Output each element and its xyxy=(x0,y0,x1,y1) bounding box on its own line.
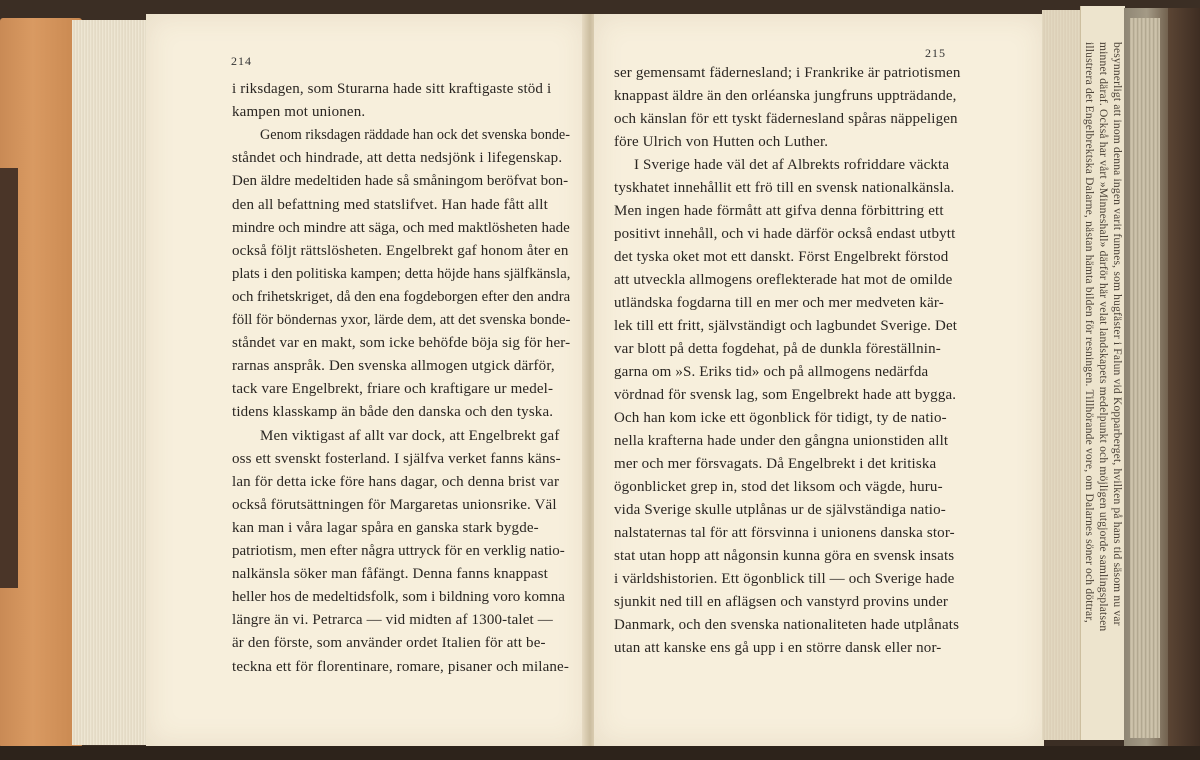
text-line: Danmark, och den svenska nationaliteten hade utplånats xyxy=(614,617,960,633)
text-line: oss ett svenskt fosterland. I själfva verket fanns käns- xyxy=(232,450,561,467)
text-line: garna om »S. Eriks tid» och på allmogens nedärfda xyxy=(614,364,929,380)
text-line: nalstaternas tal för att försvinna i unionens danska stor- xyxy=(614,525,955,541)
text-line: utan att kanske ens gå upp i en större dansk eller nor- xyxy=(614,640,942,656)
folded-insert-page xyxy=(1080,6,1125,740)
text-line: ståndet och hindrade, att detta nedsjönk i lifegenskap. xyxy=(232,150,563,167)
text-line: att utveckla allmogens oreflekterade hat mot de omilde xyxy=(614,272,953,288)
right-cover xyxy=(1124,8,1200,748)
text-line: heller hos de medeltidsfolk, som i bildning voro komna xyxy=(232,589,565,606)
text-line: också förutsättningen för Margaretas unionsrike. Väl xyxy=(232,496,557,513)
text-line: lek till ett fritt, självständigt och lagbundet Sverige. Det xyxy=(614,318,958,334)
table-surface xyxy=(0,746,1200,760)
text-line: mer och mer försvagats. Då Engelbrekt i det kritiska xyxy=(614,456,937,472)
text-line: rarnas anspråk. Den svenska allmogen utgick därför, xyxy=(232,358,555,375)
text-line: det tyska oket mot ett danskt. Först Engelbrekt förstod xyxy=(614,249,949,265)
text-line: ser gemensamt fädernesland; i Frankrike är patriotismen xyxy=(614,65,961,81)
insert-text-line: minnet däraf. Också har vårt »Minneshall» därför här velat landskapets medelpunkt och möjligen utgjorde samlingsplatsen xyxy=(1097,42,1109,632)
text-line: tyskhatet innehållit ett frö till en svensk nationalkänsla. xyxy=(614,180,955,196)
text-line: vördnad för svensk lag, som Engelbrekt hade att bygga. xyxy=(614,387,957,403)
text-line: nalkänsla söker man fåfängt. Denna fanns knappast xyxy=(232,566,548,583)
text-line: Och han kom icke ett ögonblick för tidigt, ty de natio- xyxy=(614,410,947,426)
text-line: Men viktigast af allt var dock, att Engelbrekt gaf xyxy=(260,427,560,444)
text-line: föll för böndernas yxor, lärde dem, att det svenska bonde- xyxy=(232,312,571,328)
text-line: positivt innehåll, och vi hade därför också endast utbytt xyxy=(614,226,956,242)
text-line: i världshistorien. Ett ögonblick till — och Sverige hade xyxy=(614,571,955,587)
text-line: var blott på detta fogdehat, på de dunkla föreställnin- xyxy=(614,341,941,357)
text-line: teckna ett för florentinare, romare, pisaner och milane- xyxy=(232,658,569,675)
text-line: knappast äldre än den orléanska jungfruns uppträdande, xyxy=(614,88,957,104)
text-line: nella krafterna hade under den gångna unionstiden allt xyxy=(614,433,949,449)
insert-text-line: besynnerligt att inom denna ingen varit funnes, som hugfäster i Falun vid Kopparberget, hvilken på hans tid säsom nu var xyxy=(1111,42,1123,626)
text-line: den all befattning med statslifvet. Han hade fått allt xyxy=(232,196,548,213)
text-line: ögonblicket grep in, stod det liksom och vägde, huru- xyxy=(614,479,943,495)
text-line: och frihetskriget, då den ena fogdeborgen efter den andra xyxy=(232,288,571,305)
text-line: plats i den politiska kampen; detta höjde hans själfkänsla, xyxy=(232,265,571,282)
right-cover-page-stack xyxy=(1130,18,1160,738)
left-page-number: 214 xyxy=(231,54,252,68)
right-cover-board xyxy=(1168,8,1200,748)
left-page-edges xyxy=(72,20,150,745)
text-line: I Sverige hade väl det af Albrekts rofriddare väckta xyxy=(634,157,950,173)
text-line: vida Sverige skulle utplånas ur de självständiga natio- xyxy=(614,502,946,518)
text-line: tidens klasskamp än både den danska och den tyska. xyxy=(232,404,554,421)
text-line: före Ulrich von Hutten och Luther. xyxy=(614,134,829,150)
insert-text-block xyxy=(1079,42,1123,702)
text-line: patriotism, men efter några uttryck för en verklig natio- xyxy=(232,543,565,559)
text-line: sjunkit ned till en aflägsen och vanstyrd provins under xyxy=(614,594,949,610)
text-line: utländska fogdarna till en mer och mer medveten kär- xyxy=(614,295,944,311)
left-cover xyxy=(0,18,82,748)
text-line: är den förste, som använder ordet Italien för att be- xyxy=(232,635,546,652)
text-line: och känslan för ett tyskt fädernesland spåras näppeligen xyxy=(614,111,958,127)
text-line: i riksdagen, som Sturarna hade sitt kraftigaste stöd i xyxy=(232,81,552,97)
text-line: Genom riksdagen räddade han ock det svenska bonde- xyxy=(260,127,570,144)
text-line: kampen mot unionen. xyxy=(232,104,366,121)
text-line: ståndet var en makt, som icke behöfde böja sig för her- xyxy=(232,335,571,352)
text-line: också följt rättslösheten. Engelbrekt gaf honom åter en xyxy=(232,242,569,259)
text-line: Den äldre medeltiden hade så småningom beröfvat bon- xyxy=(232,173,569,190)
insert-text-line: illustrera det Engelbrektska Dalarne, nästan hämta bilden för resningen. Tillhörande vore, om Dalarnes söner och döttrar, xyxy=(1083,42,1095,624)
text-line: längre än vi. Petrarca — vid midten af 1300-talet — xyxy=(232,612,553,629)
text-line: stat utan hopp att någonsin kunna göra en svensk insats xyxy=(614,548,955,564)
text-line: Men ingen hade förmått att gifva denna förbittring ett xyxy=(614,203,944,219)
right-page-edges xyxy=(1042,10,1080,740)
text-line: lan för detta icke före hans dagar, och denna brist var xyxy=(232,473,560,490)
text-line: mindre och mindre att säga, och med maktlösheten hade xyxy=(232,219,570,236)
right-page-number: 215 xyxy=(925,46,946,60)
text-line: tack vare Engelbrekt, friare och kraftigare ur medel- xyxy=(232,381,554,398)
left-cover-board xyxy=(0,168,18,588)
left-page xyxy=(146,14,586,746)
text-line: kan man i våra lagar spåra en ganska stark bygde- xyxy=(232,519,539,536)
right-page xyxy=(594,14,1044,746)
